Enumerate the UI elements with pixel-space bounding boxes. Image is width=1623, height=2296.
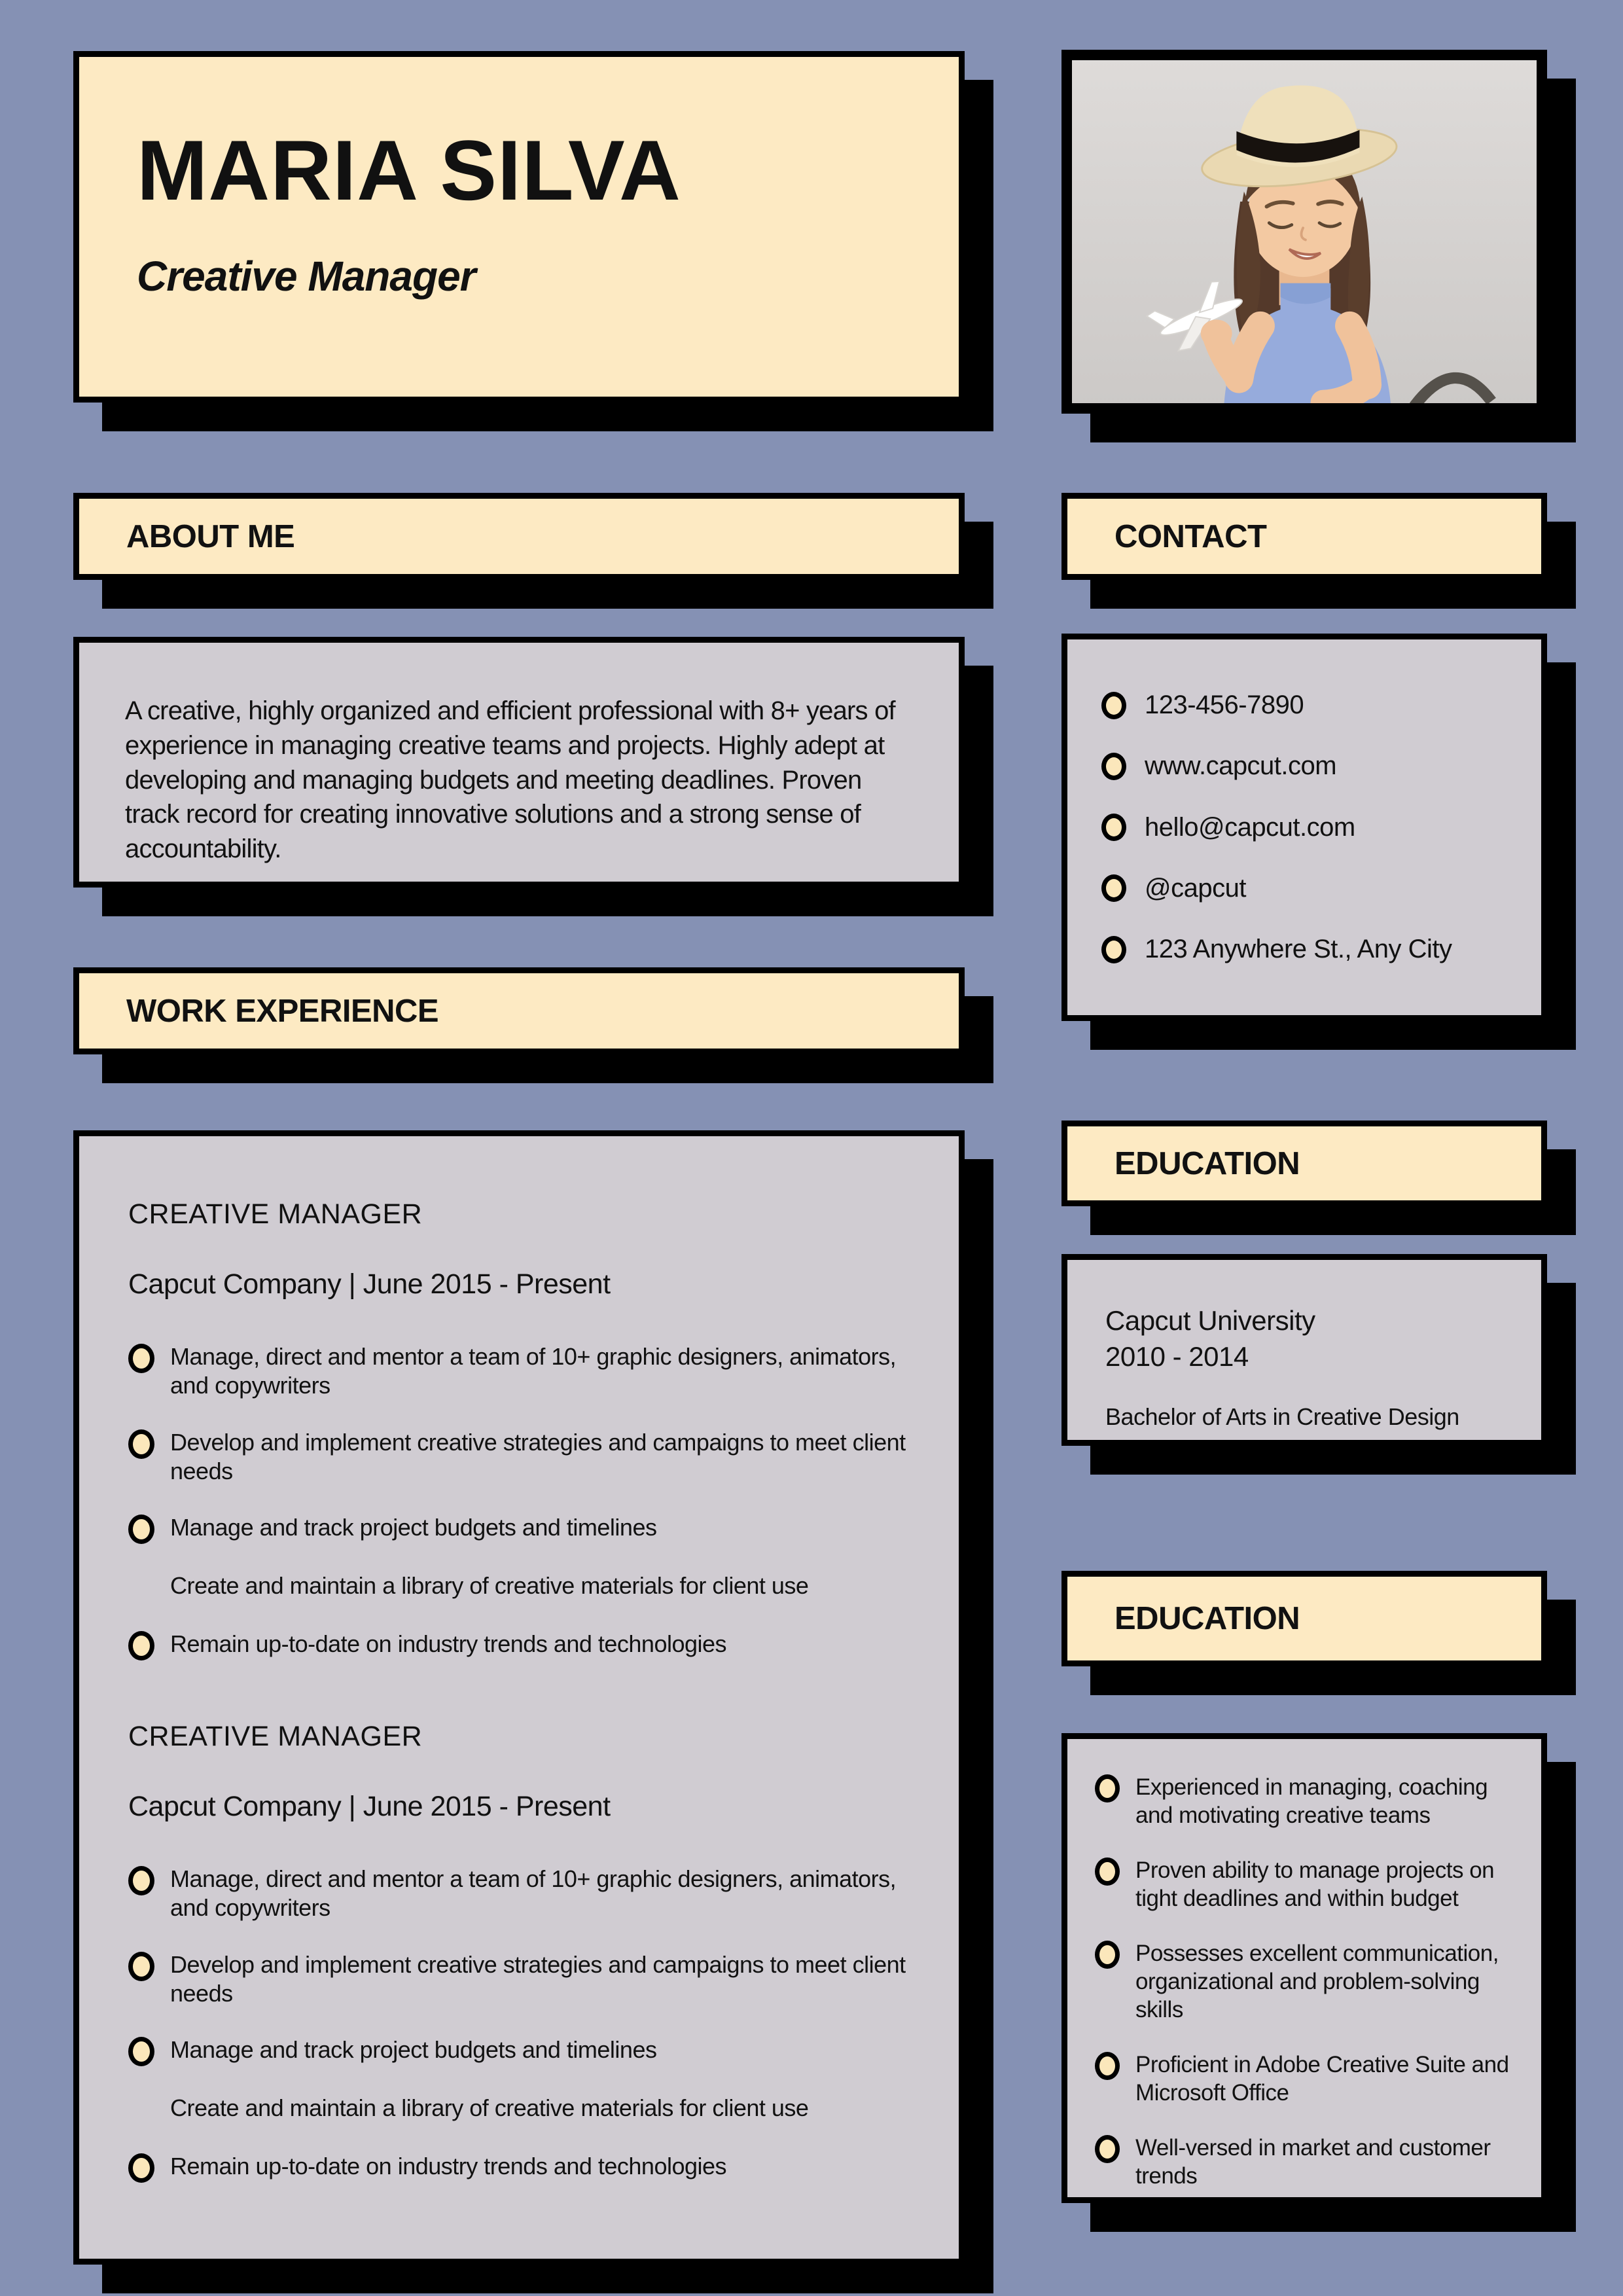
education-section-header	[1061, 1121, 1547, 1206]
contact-text: 123-456-7890	[1145, 691, 1304, 719]
contact-heading: CONTACT	[1115, 518, 1267, 554]
job-bullet-list	[128, 1342, 910, 1660]
contact-text: 123 Anywhere St., Any City	[1145, 935, 1452, 963]
contact-item-address	[1101, 935, 1507, 964]
bullet-dot-icon	[128, 1344, 154, 1373]
about-text: A creative, highly organized and efficient professional with 8+ years of experience in managing creative teams and projects. Highly adept at developing and managing budgets and meeting deadlines. Proven track record for creating innovative solutions and a strong sense of accountability.	[125, 696, 895, 864]
contact-item-phone	[1101, 691, 1507, 720]
job-entry	[128, 1198, 910, 1660]
bullet-text: Develop and implement creative strategies and campaigns to meet client needs	[170, 1950, 906, 2007]
job-entry	[128, 1721, 910, 2183]
bullet-text: Manage, direct and mentor a team of 10+ graphic designers, animators, and copywriters	[170, 1343, 897, 1399]
bullet-dot-icon	[128, 1429, 154, 1459]
bullet-text: Remain up-to-date on industry trends and technologies	[170, 1630, 727, 1658]
skill-text: Experienced in managing, coaching and motivating creative teams	[1135, 1774, 1488, 1829]
bullet-text: Manage and track project budgets and timelines	[170, 1514, 657, 1541]
bullet-dot-icon	[1095, 2135, 1120, 2163]
bullet-dot-icon	[128, 1952, 154, 1981]
portrait-photo-frame	[1061, 50, 1547, 414]
bullet-dot-icon	[1101, 936, 1126, 963]
experience-bullet	[128, 1950, 910, 2009]
skills-panel	[1061, 1733, 1547, 2203]
bullet-dot-icon	[128, 1631, 154, 1660]
bullet-text: Remain up-to-date on industry trends and technologies	[170, 2153, 727, 2180]
skill-text: Well-versed in market and customer trends	[1135, 2134, 1491, 2189]
contact-text: @capcut	[1145, 873, 1246, 903]
experience-bullet	[128, 2094, 910, 2125]
skill-text: Possesses excellent communication, organizational and problem-solving skills	[1135, 1940, 1499, 2023]
bullet-dot-icon	[1101, 692, 1126, 719]
bullet-text: Manage, direct and mentor a team of 10+ graphic designers, animators, and copywriters	[170, 1865, 897, 1922]
experience-bullet	[128, 1865, 910, 1923]
person-name: MARIA SILVA	[137, 122, 681, 218]
work-section-header	[73, 967, 965, 1054]
job-company-line: Capcut Company | June 2015 - Present	[128, 1268, 611, 1300]
contact-section-header	[1061, 493, 1547, 580]
work-heading: WORK EXPERIENCE	[126, 993, 439, 1029]
bullet-dot-icon	[1101, 874, 1126, 902]
skill-item	[1095, 1773, 1514, 1830]
bullet-dot-icon	[1101, 814, 1126, 841]
work-panel	[73, 1130, 965, 2265]
bullet-dot-icon	[128, 1515, 154, 1544]
contact-item-email	[1101, 813, 1507, 842]
portrait-photo	[1072, 60, 1537, 403]
job-bullet-list	[128, 1865, 910, 2183]
name-header-panel	[73, 51, 965, 403]
experience-bullet	[128, 1342, 910, 1401]
experience-bullet	[128, 1630, 910, 1660]
about-section-header	[73, 493, 965, 580]
bullet-dot-icon	[1101, 753, 1126, 780]
skills-heading: EDUCATION	[1115, 1601, 1300, 1636]
bullet-text: Develop and implement creative strategies and campaigns to meet client needs	[170, 1428, 906, 1484]
about-panel	[73, 637, 965, 888]
bullet-dot-icon	[1095, 1941, 1120, 1969]
job-title: CREATIVE MANAGER	[128, 1198, 423, 1230]
bullet-dot-icon	[1095, 2052, 1120, 2080]
experience-bullet	[128, 1571, 910, 1602]
contact-panel	[1061, 634, 1547, 1021]
skill-text: Proficient in Adobe Creative Suite and Microsoft Office	[1135, 2051, 1509, 2106]
bullet-dot-icon	[1095, 1774, 1120, 1803]
bullet-dot-icon	[128, 2037, 154, 2066]
education-school: Capcut University	[1105, 1305, 1315, 1336]
experience-bullet	[128, 1513, 910, 1544]
contact-item-website	[1101, 751, 1507, 781]
contact-text: hello@capcut.com	[1145, 812, 1355, 842]
bullet-text: Create and maintain a library of creative materials for client use	[170, 2094, 809, 2122]
experience-bullet	[128, 2152, 910, 2183]
person-job-title: Creative Manager	[137, 253, 476, 300]
experience-bullet	[128, 1428, 910, 1486]
skill-item	[1095, 1856, 1514, 1913]
about-heading: ABOUT ME	[126, 518, 295, 554]
education-panel	[1061, 1254, 1547, 1446]
bullet-text: Create and maintain a library of creative materials for client use	[170, 1572, 809, 1600]
education-years: 2010 - 2014	[1105, 1340, 1249, 1372]
skills-section-header	[1061, 1571, 1547, 1666]
job-title: CREATIVE MANAGER	[128, 1721, 423, 1753]
skill-item	[1095, 1939, 1514, 2024]
bullet-text: Manage and track project budgets and timelines	[170, 2036, 657, 2064]
education-heading: EDUCATION	[1115, 1145, 1300, 1181]
contact-text: www.capcut.com	[1145, 751, 1337, 781]
job-company-line: Capcut Company | June 2015 - Present	[128, 1791, 611, 1823]
skill-item	[1095, 2134, 1514, 2191]
skill-item	[1095, 2051, 1514, 2108]
bullet-dot-icon	[128, 1866, 154, 1895]
bullet-dot-icon	[128, 2153, 154, 2183]
hand	[1201, 319, 1232, 347]
contact-item-handle	[1101, 874, 1507, 903]
bullet-dot-icon	[1095, 1857, 1120, 1886]
education-degree: Bachelor of Arts in Creative Design	[1105, 1403, 1459, 1431]
skill-text: Proven ability to manage projects on tight deadlines and within budget	[1135, 1857, 1495, 1912]
experience-bullet	[128, 2036, 910, 2066]
